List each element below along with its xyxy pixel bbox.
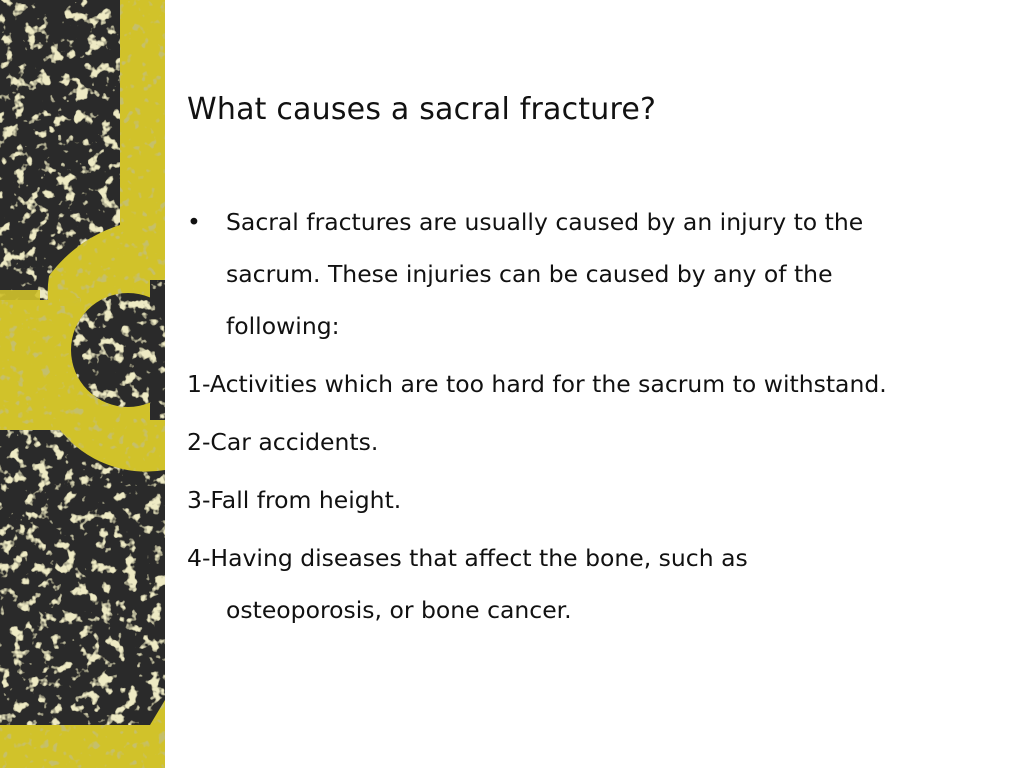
bullet-point	[187, 196, 1007, 352]
bullet-line-3: following:	[226, 312, 340, 340]
slide-title: What causes a sacral fracture?	[187, 92, 657, 127]
bullet-line-2: sacrum. These injuries can be caused by any of the	[226, 260, 833, 288]
side-art-panel	[0, 0, 165, 768]
slide-body	[187, 196, 1007, 636]
radiation-trefoil-icon	[0, 0, 165, 768]
list-item-2: 2-Car accidents.	[187, 428, 379, 456]
list-item-3: 3-Fall from height.	[187, 486, 402, 514]
list-item-4	[187, 532, 1007, 636]
list-item-4-line-1: 4-Having diseases that affect the bone, such as	[187, 544, 748, 572]
list-item-4-line-2: osteoporosis, or bone cancer.	[226, 596, 572, 624]
bullet-line-1: Sacral fractures are usually caused by an injury to the	[226, 208, 864, 236]
bullet-dot-icon: •	[187, 208, 201, 236]
list-item-1: 1-Activities which are too hard for the sacrum to withstand.	[187, 370, 887, 398]
